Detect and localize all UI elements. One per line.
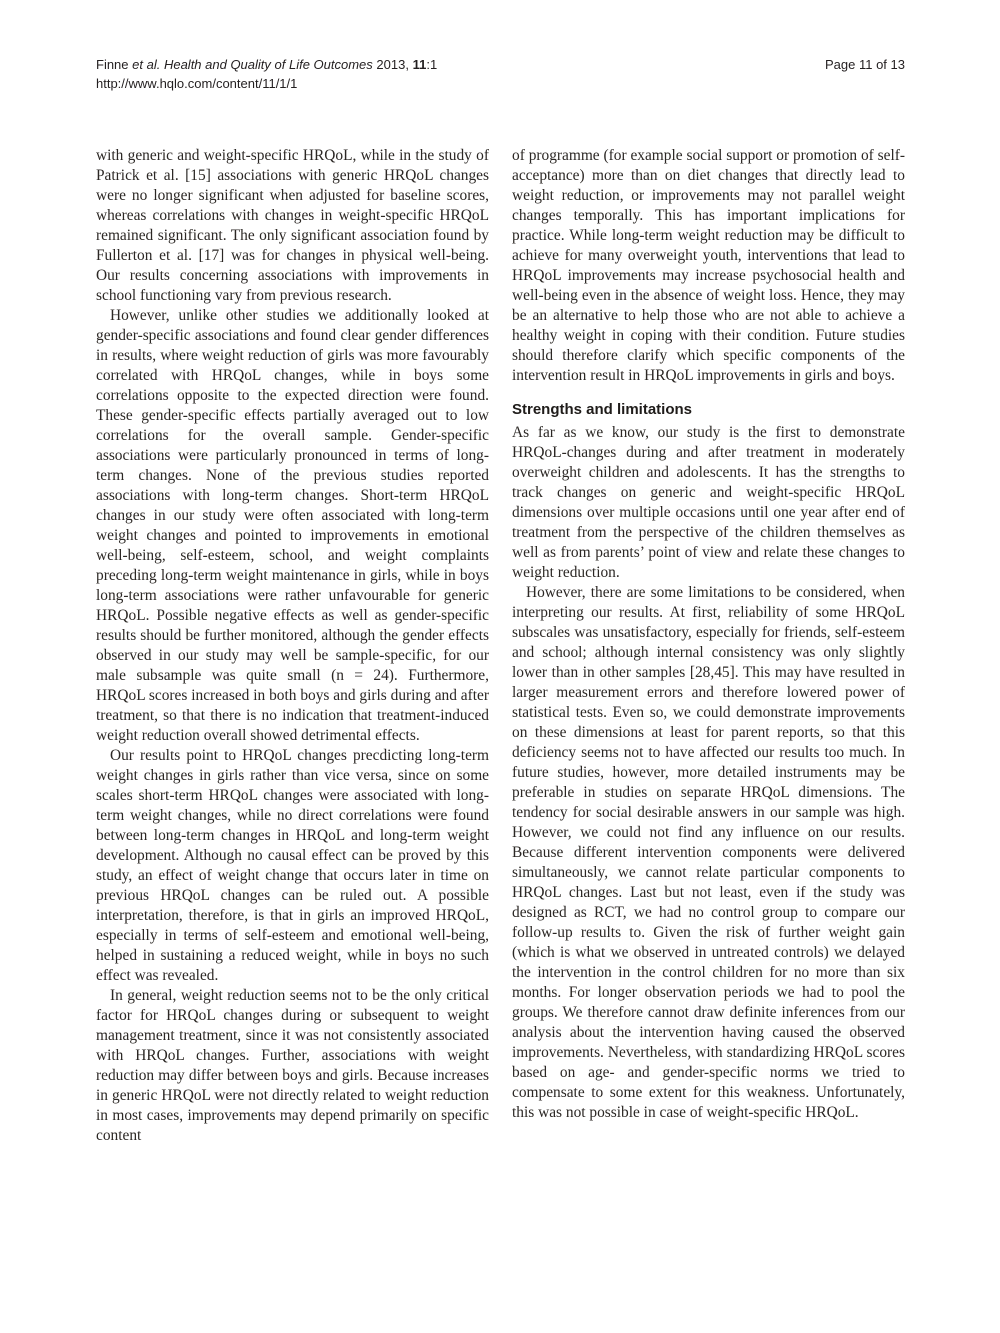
paragraph: with generic and weight-specific HRQoL, while in the study of Patrick et al. [15] associations with generic HRQoL changes were no longer significant when adjusted for baseline scores, whereas correlations with changes in weight-specific HRQoL remained significant. The only significant association found by Fullerton et al. [17] was for changes in physical well-being. Our results concerning associations with improvements in school functioning vary from previous research. xyxy=(96,147,489,304)
paragraph: However, there are some limitations to be considered, when interpreting our results. At first, reliability of some HRQoL subscales was unsatisfactory, especially for friends, self-esteem and school; although internal consistency was only slightly lower than in other samples [28,45]. This may have resulted in larger measurement errors and therefore lowered power of statistical tests. Even so, we could demonstrate improvements on these dimensions at least for parent reports, so that this deficiency seems not to have affected our results too much. In future studies, however, more detailed instruments may be preferable in studies on separate HRQoL dimensions. The tendency for social desirable answers in our sample was high. However, we could not find any influence on our results. Because different intervention components were delivered simultaneously, we cannot relate particular components to HRQoL changes. Last but not least, even if the study was designed as RCT, we had no control group to compare our follow-up results to. Given the risk of further weight gain (which is what we observed in untreated controls) we delayed the intervention in the control children for no more than six months. For longer observation periods we had to pool the groups. We therefore cannot draw definite inferences from our analysis about the intervention having caused the observed improvements. Nevertheless, with standardizing HRQoL scores based on age- and gender-specific norms we tried to compensate to some extent for this weakness. Unfortunately, this was not possible in case of weight-specific HRQoL. xyxy=(512,584,905,1121)
paragraph: of programme (for example social support or promotion of self-acceptance) more than on diet changes that directly lead to weight reduction, or improvements may not parallel weight changes temporally. This has important implications for practice. While long-term weight reduction may be difficult to achieve for many overweight youth, interventions that lead to HRQoL improvements may increase psychosocial health and well-being even in the absence of weight loss. Hence, they may be an alternative to help those who are not able to achieve a healthy weight in coping with their condition. Future studies should therefore clarify which specific components of the intervention result in HRQoL improvements in girls and boys. xyxy=(512,147,905,384)
section-heading-strengths-and-limitations: Strengths and limitations xyxy=(512,401,693,418)
citation-volume: 11 xyxy=(412,57,427,72)
right-column xyxy=(512,146,905,1146)
paragraph: However, unlike other studies we additionally looked at gender-specific associations and found clear gender differences in results, where weight reduction of girls was more favourably correlated with HRQoL changes, while in boys some correlations opposite to the expected direction were found. These gender-specific effects partially averaged out to low correlations for the overall sample. Gender-specific associations were particularly pronounced in terms of long-term changes. None of the previous studies reported associations with long-term changes. Short-term HRQoL changes in our study were often associated with long-term weight changes and pointed to improvements in emotional well-being, self-esteem, school, and weight complaints preceding long-term weight maintenance in girls, while in boys long-term associations were rather unfavourable for generic HRQoL. Possible negative effects as well as gender-specific results should be further monitored, although the gender effects observed in our study may well be sample-specific, for our male subsample was quite small (n = 24). Furthermore, HRQoL scores increased in both boys and girls during and after treatment, so that there is no indication that treatment-induced weight reduction overall showed detrimental effects. xyxy=(96,307,489,744)
paragraph: In general, weight reduction seems not to be the only critical factor for HRQoL changes during or subsequent to weight management treatment, since it was not consistently associated with HRQoL changes. Further, associations with weight reduction may differ between boys and girls. Because increases in generic HRQoL were not directly related to weight reduction in most cases, improvements may depend primarily on specific content xyxy=(96,987,489,1144)
paragraph: As far as we know, our study is the first to demonstrate HRQoL-changes during and after treatment in moderately overweight children and adolescents. It has the strengths to track changes on generic and weight-specific HRQoL dimensions over multiple occasions until one year after end of treatment from the perspective of the children themselves as well as from parents’ point of view and relate these changes to weight reduction. xyxy=(512,424,905,581)
citation-block xyxy=(96,55,437,93)
left-column xyxy=(96,146,489,1146)
article-body xyxy=(96,146,905,1146)
citation-line xyxy=(96,55,437,74)
page-number: Page 11 of 13 xyxy=(825,57,905,72)
page-header xyxy=(96,55,905,93)
citation-url: http://www.hqlo.com/content/11/1/1 xyxy=(96,76,298,91)
citation-authors: Finne xyxy=(96,57,129,72)
citation-journal: et al. Health and Quality of Life Outcomes xyxy=(132,57,373,72)
citation-year: 2013, xyxy=(376,57,409,72)
paragraph: Our results point to HRQoL changes precdicting long-term weight changes in girls rather than vice versa, since on some scales short-term HRQoL changes were associated with long-term weight changes, while no direct correlations were found between long-term changes in HRQoL and long-term weight development. Although no causal effect can be proved by this study, an effect of weight change that occurs later in time on previous HRQoL changes can be ruled out. A possible interpretation, therefore, is that in girls an improved HRQoL, especially in terms of self-esteem and emotional well-being, helped in sustaining a reduced weight, while in boys no such effect was revealed. xyxy=(96,747,489,984)
citation-issue: :1 xyxy=(426,57,438,72)
